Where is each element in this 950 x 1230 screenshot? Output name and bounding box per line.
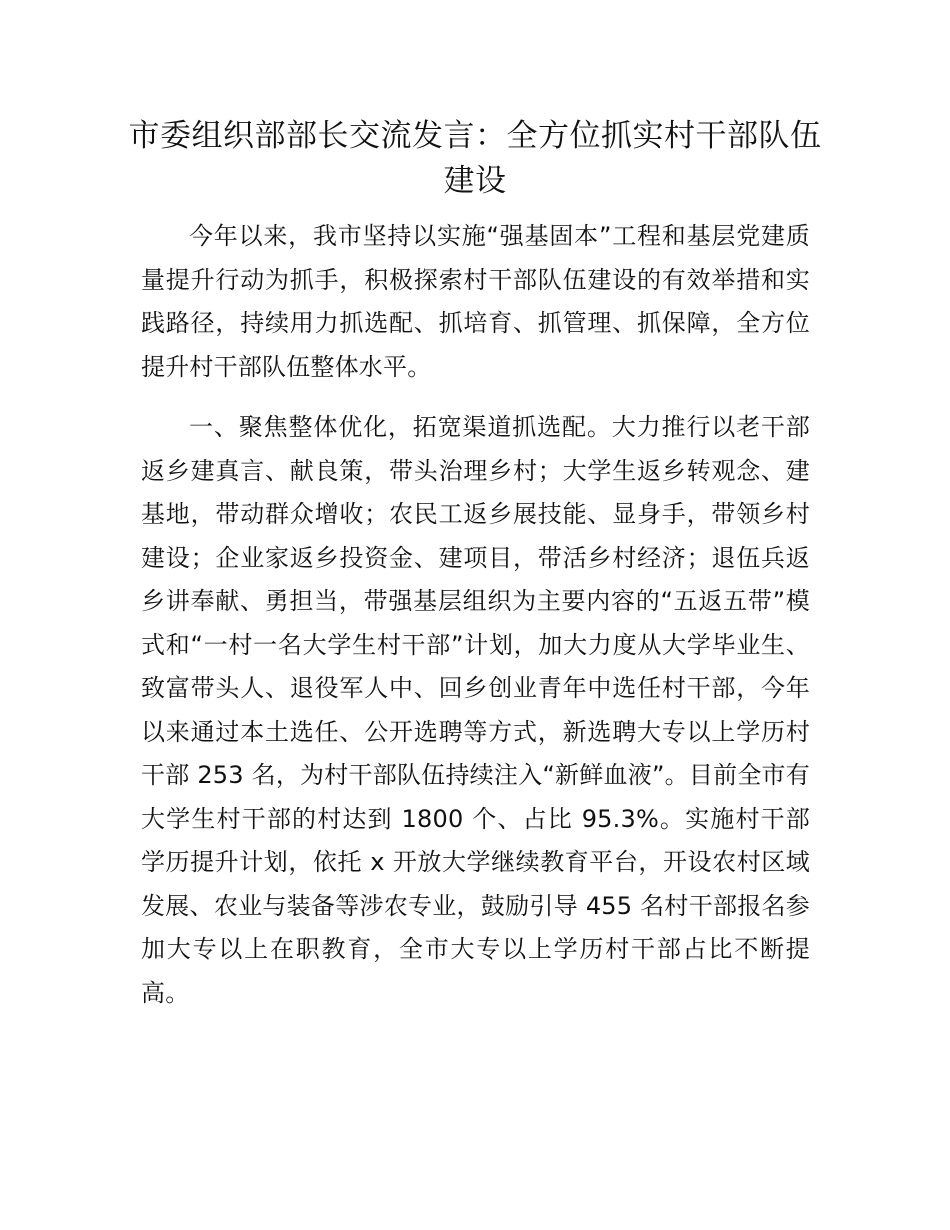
paragraph-intro: 今年以来，我市坚持以实施“强基固本”工程和基层党建质量提升行动为抓手，积极探索村干部队伍建设的有效举措和实践路径，持续用力抓选配、抓培育、抓管理、抓保障，全方位提升村干部队伍整体水平。 [141,222,810,381]
paragraph-section-one: 一、聚焦整体优化，拓宽渠道抓选配。大力推行以老干部返乡建真言、献良策，带头治理乡村；大学生返乡转观念、建基地，带动群众增收；农民工返乡展技能、显身手，带领乡村建设；企业家返乡投资金、建项目，带活乡村经济；退伍兵返乡讲奉献、勇担当，带强基层组织为主要内容的“五返五带”模式和“一村一名大学生村干部”计划，加大力度从大学毕业生、致富带头人、退役军人中、回乡创业青年中选任村干部，今年以来通过本土选任、公开选聘等方式，新选聘大专以上学历村干部 253 名，为村干部队伍持续注入“新鲜血液”。目前全市有大学生村干部的村达到 1800 个、占比 95.3%。实施村干部学历提升计划，依托 x 开放大学继续教育平台，开设农村区域发展、农业与装备等涉农专业，鼓励引导 455 名村干部报名参加大专以上在职教育，全市大专以上学历村干部占比不断提高。 [141,413,810,1007]
document-body [141,215,810,1015]
document-title: 市委组织部部长交流发言：全方位抓实村干部队伍建设 [128,118,822,199]
